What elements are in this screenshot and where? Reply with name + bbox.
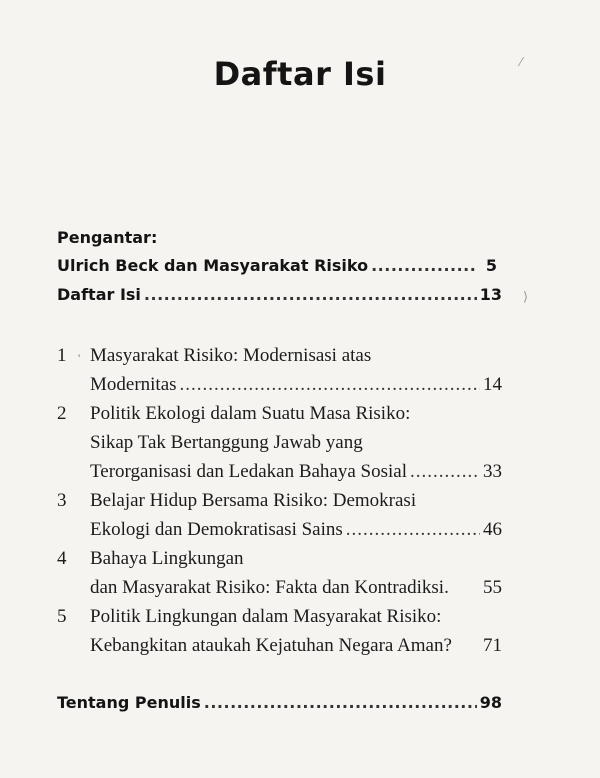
toc-entry-chapter-1[interactable]	[90, 374, 502, 396]
toc-entry-page: 55	[483, 577, 502, 598]
chapter-2-line-2	[90, 432, 363, 454]
chapter-2-line-1	[90, 403, 410, 425]
toc-entry-page: 46	[483, 519, 502, 540]
toc-entry-chapter-3[interactable]	[90, 519, 502, 541]
pengantar-label-text: Pengantar:	[57, 228, 158, 247]
toc-entry-page: 98	[479, 693, 502, 712]
leader-dots	[144, 285, 477, 304]
toc-entry-daftar-isi[interactable]	[57, 285, 502, 304]
toc-entry-page: 71	[483, 635, 502, 656]
leader-dots	[346, 519, 480, 541]
chapter-number: 1	[57, 345, 67, 366]
chapter-number: 3	[57, 490, 67, 511]
toc-entry-chapter-4[interactable]	[90, 577, 502, 599]
toc-entry-page: 14	[483, 374, 502, 395]
toc-entry-page: 5	[485, 256, 497, 275]
leader-dots	[410, 461, 480, 483]
chapter-title-line: Politik Lingkungan dalam Masyarakat Risiko:	[90, 606, 442, 627]
toc-entry-title: Daftar Isi	[57, 285, 141, 304]
chapter-title-line: Masyarakat Risiko: Modernisasi atas	[90, 345, 372, 366]
toc-entry-chapter-5[interactable]	[90, 635, 502, 657]
toc-entry-page: 33	[483, 461, 502, 482]
margin-mark: ⟩	[523, 290, 529, 305]
toc-entry-tentang-penulis[interactable]	[57, 693, 502, 712]
leader-dots	[371, 256, 476, 275]
chapter-title-line: Bahaya Lingkungan	[90, 548, 244, 569]
pengantar-label	[57, 228, 157, 247]
toc-entry-page: 13	[479, 285, 502, 304]
chapter-title-line: Belajar Hidup Bersama Risiko: Demokrasi	[90, 490, 417, 511]
margin-mark: ⁄	[520, 55, 523, 69]
chapter-title-line: Terorganisasi dan Ledakan Bahaya Sosial	[90, 461, 407, 482]
chapter-number: 5	[57, 606, 67, 627]
toc-entry-chapter-2[interactable]	[90, 461, 502, 483]
chapter-number: 2	[57, 403, 67, 424]
chapter-3-line-1	[90, 490, 416, 512]
leader-dots	[180, 374, 480, 396]
chapter-title-line: dan Masyarakat Risiko: Fakta dan Kontradiksi.	[90, 577, 449, 598]
chapter-5-line-1	[90, 606, 441, 628]
chapter-title-line: Politik Ekologi dalam Suatu Masa Risiko:	[90, 403, 411, 424]
toc-entry-pengantar[interactable]	[57, 256, 497, 275]
toc-entry-title: Ulrich Beck dan Masyarakat Risiko	[57, 256, 369, 275]
chapter-title-line: Sikap Tak Bertanggung Jawab yang	[90, 432, 363, 453]
chapter-number: 4	[57, 548, 67, 569]
page-title: Daftar Isi	[213, 55, 387, 93]
toc-entry-title: Tentang Penulis	[57, 693, 201, 712]
chapter-4-line-1	[90, 548, 244, 570]
chapter-title-line: Modernitas	[90, 374, 177, 395]
chapter-1-line-1	[90, 345, 371, 367]
leader-dots	[204, 693, 477, 712]
margin-mark: '	[78, 351, 81, 365]
chapter-title-line: Ekologi dan Demokratisasi Sains	[90, 519, 343, 540]
chapter-title-line: Kebangkitan ataukah Kejatuhan Negara Aman?	[90, 635, 452, 656]
